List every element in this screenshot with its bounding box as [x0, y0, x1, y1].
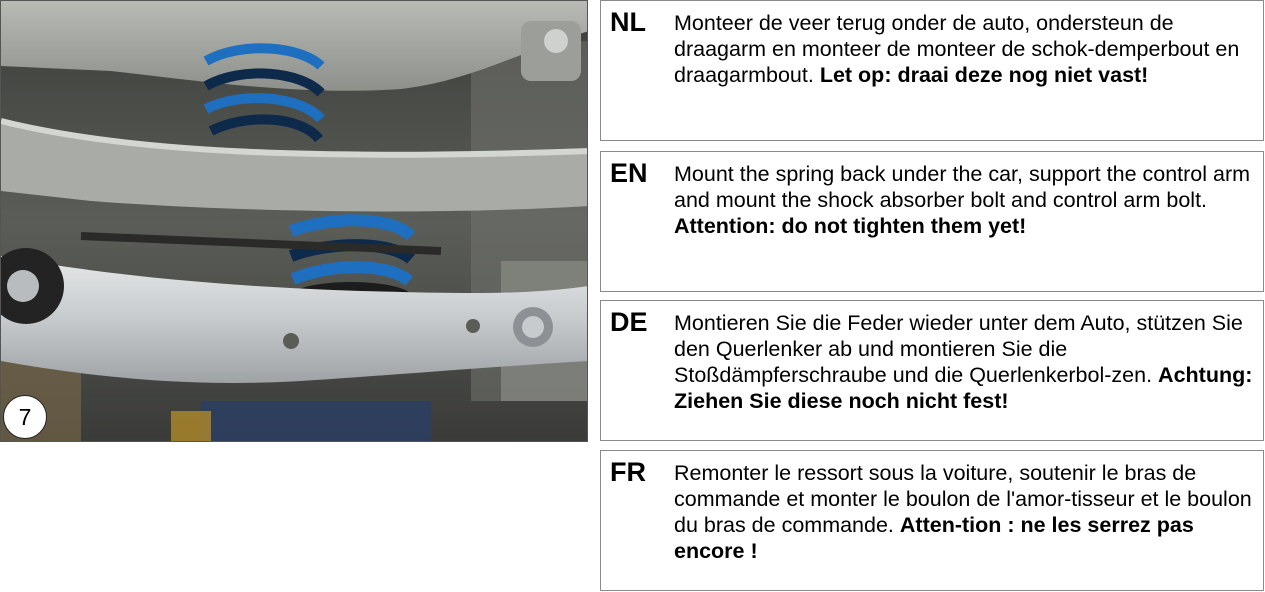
- instruction-body: Montieren Sie die Feder wieder unter dem Auto, stützen Sie den Querlenker ab und montieren Sie die Stoßdämpferschraube und die Querlenkerbol-zen.: [674, 311, 1243, 387]
- installation-photo: [0, 0, 588, 442]
- instruction-box-nl: [600, 0, 1264, 141]
- control-arm-bolt: [7, 270, 39, 302]
- instruction-text: [674, 161, 1255, 239]
- instruction-text: [674, 310, 1255, 414]
- instruction-warning: Atten-tion : ne les serrez pas encore !: [674, 513, 1194, 563]
- instruction-box-de: [600, 300, 1264, 441]
- instruction-warning: Achtung: Ziehen Sie diese noch nicht fest!: [674, 363, 1253, 413]
- arm-hole: [466, 319, 480, 333]
- instruction-box-fr: [600, 450, 1264, 591]
- instruction-text: [674, 10, 1255, 88]
- language-code: EN: [610, 158, 648, 188]
- instruction-body: Remonter le ressort sous la voiture, soutenir le bras de commande et monter le boulon de l'amor-tisseur et le boulon du bras de commande.: [674, 461, 1252, 537]
- arm-hole: [283, 333, 299, 349]
- step-number-badge: 7: [3, 395, 47, 439]
- language-code: NL: [610, 7, 646, 37]
- instruction-body: Monteer de veer terug onder de auto, ondersteun de draagarm en monteer de monteer de schok-demperbout en draagarmbout.: [674, 11, 1240, 87]
- suspension-illustration: [1, 1, 588, 442]
- instruction-box-en: [600, 151, 1264, 292]
- language-code: DE: [610, 307, 648, 337]
- instruction-warning: Attention: do not tighten them yet!: [674, 214, 1027, 238]
- instruction-text: [674, 460, 1255, 564]
- instruction-warning: Let op: draai deze nog niet vast!: [819, 63, 1149, 87]
- language-code: FR: [610, 457, 646, 487]
- instruction-body: Mount the spring back under the car, support the control arm and mount the shock absorber bolt and control arm bolt.: [674, 162, 1251, 212]
